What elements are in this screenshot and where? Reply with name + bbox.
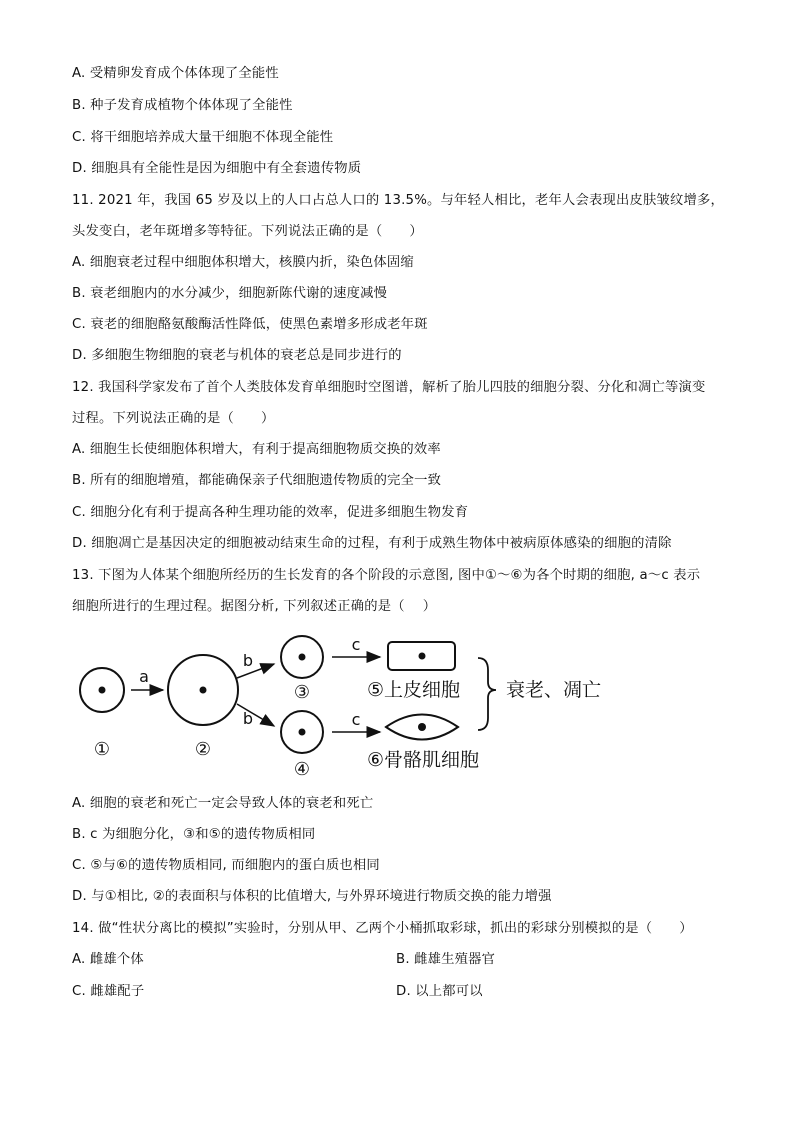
q11-option-a: A. 细胞衰老过程中细胞体积增大，核膜内折，染色体固缩 xyxy=(72,255,414,270)
cell-2-label: ② xyxy=(194,739,212,760)
cell-5-nucleus xyxy=(419,653,426,660)
q11-option-c: C. 衰老的细胞酪氨酸酶活性降低，使黑色素增多形成老年斑 xyxy=(72,317,428,332)
q12-option-c: C. 细胞分化有利于提高各种生理功能的效率，促进多细胞生物发育 xyxy=(72,505,469,520)
q12-stem-line1: 12. 我国科学家发布了首个人类肢体发育单细胞时空图谱，解析了胎儿四肢的细胞分裂、分化和凋亡等演变 xyxy=(72,380,706,395)
q12-option-a: A. 细胞生长使细胞体积增大，有利于提高细胞物质交换的效率 xyxy=(72,442,441,457)
q13-option-a: A. 细胞的衰老和死亡一定会导致人体的衰老和死亡 xyxy=(72,796,374,811)
fate-label: 衰老、凋亡 xyxy=(506,679,602,701)
cell-6-label: ⑥骨骼肌细胞 xyxy=(367,749,480,771)
process-a-label: a xyxy=(139,667,149,686)
q11-option-b: B. 衰老细胞内的水分减少，细胞新陈代谢的速度减慢 xyxy=(72,286,388,301)
brace xyxy=(478,658,496,730)
q14-stem: 14. 做“性状分离比的模拟”实验时，分别从甲、乙两个小桶抓取彩球，抓出的彩球分别模拟的是（ ） xyxy=(72,921,693,936)
cell-6-nucleus xyxy=(418,723,426,731)
q10-option-c: C. 将干细胞培养成大量干细胞不体现全能性 xyxy=(72,130,334,145)
cell-3-nucleus xyxy=(299,654,306,661)
q13-option-b: B. c 为细胞分化，③和⑤的遗传物质相同 xyxy=(72,827,316,842)
q10-option-a: A. 受精卵发育成个体体现了全能性 xyxy=(72,66,279,81)
q12-stem-line2: 过程。下列说法正确的是（ ） xyxy=(72,411,275,426)
q13-stem-line1: 13. 下图为人体某个细胞所经历的生长发育的各个阶段的示意图, 图中①～⑥为各个时期的细胞, a～c 表示 xyxy=(72,568,701,583)
q13-option-c: C. ⑤与⑥的遗传物质相同, 而细胞内的蛋白质也相同 xyxy=(72,858,380,873)
q14-option-a: A. 雌雄个体 xyxy=(72,952,144,967)
cell-4-nucleus xyxy=(299,729,306,736)
q11-stem-line1: 11. 2021 年，我国 65 岁及以上的人口占总人口的 13.5%。与年轻人相比，老年人会表现出皮肤皱纹增多， xyxy=(72,193,724,208)
q11-option-d: D. 多细胞生物细胞的衰老与机体的衰老总是同步进行的 xyxy=(72,348,402,363)
process-c-bottom-label: c xyxy=(351,710,361,729)
cell-4-label: ④ xyxy=(293,759,311,780)
cell-1-nucleus xyxy=(99,687,106,694)
q14-option-c: C. 雌雄配子 xyxy=(72,984,145,999)
q11-stem-line2: 头发变白，老年斑增多等特征。下列说法正确的是（ ） xyxy=(72,224,423,239)
cell-development-diagram xyxy=(60,630,640,790)
q12-option-d: D. 细胞凋亡是基因决定的细胞被动结束生命的过程，有利于成熟生物体中被病原体感染的细胞的清除 xyxy=(72,536,672,551)
cell-5-label: ⑤上皮细胞 xyxy=(367,679,461,701)
q13-option-d: D. 与①相比, ②的表面积与体积的比值增大, 与外界环境进行物质交换的能力增强 xyxy=(72,889,552,904)
cell-3-label: ③ xyxy=(293,682,311,703)
process-b-top-label: b xyxy=(242,651,254,670)
cell-2-nucleus xyxy=(200,687,207,694)
process-c-top-label: c xyxy=(351,635,361,654)
process-b-bottom-label: b xyxy=(242,709,254,728)
q14-option-d: D. 以上都可以 xyxy=(396,984,483,999)
q13-stem-line2: 细胞所进行的生理过程。据图分析, 下列叙述正确的是（ ） xyxy=(72,599,437,614)
q14-option-b: B. 雌雄生殖器官 xyxy=(396,952,496,967)
q10-option-b: B. 种子发育成植物个体体现了全能性 xyxy=(72,98,293,113)
q10-option-d: D. 细胞具有全能性是因为细胞中有全套遗传物质 xyxy=(72,161,362,176)
cell-1-label: ① xyxy=(93,739,111,760)
q12-option-b: B. 所有的细胞增殖，都能确保亲子代细胞遗传物质的完全一致 xyxy=(72,473,442,488)
